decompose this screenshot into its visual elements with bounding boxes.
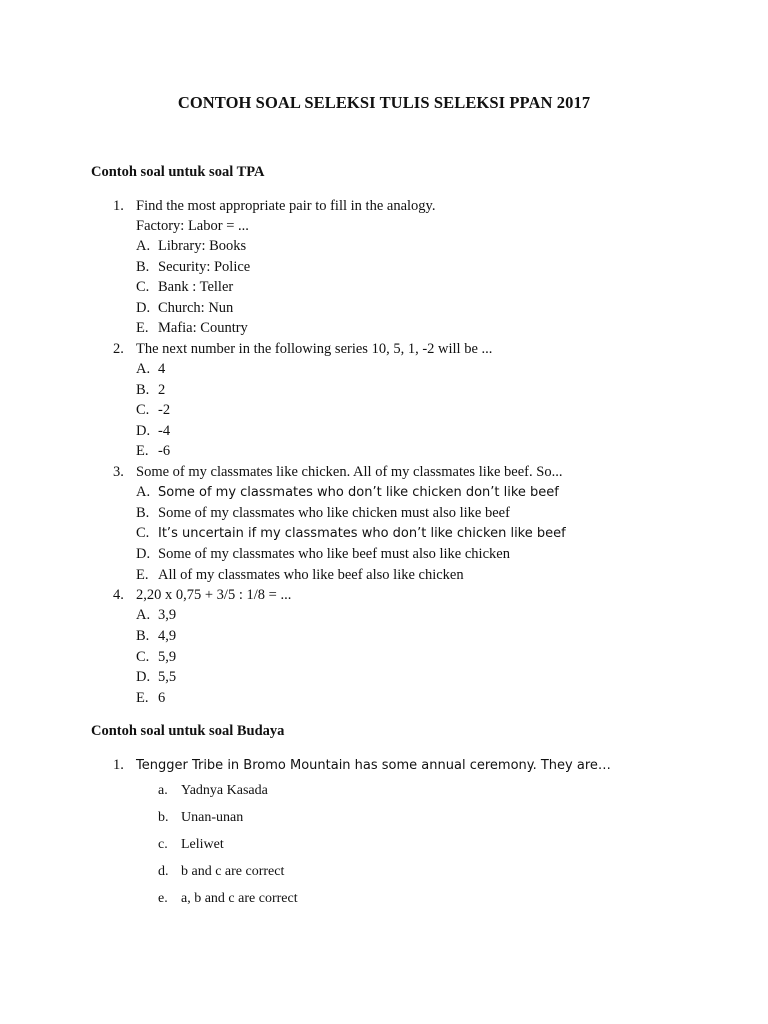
question-number: 1. <box>113 198 124 214</box>
tpa-section-heading: Contoh soal untuk soal TPA <box>91 164 265 180</box>
option-letter: B. <box>136 382 150 398</box>
option-text: 2 <box>158 382 166 398</box>
option-letter: A. <box>136 361 151 377</box>
option-letter: B. <box>136 259 150 275</box>
option-text: 6 <box>158 690 166 706</box>
option-text: Library: Books <box>158 238 247 254</box>
option-text: Security: Police <box>158 259 251 275</box>
option-letter: C. <box>136 402 150 418</box>
option-letter: C. <box>136 649 150 665</box>
document-title: CONTOH SOAL SELEKSI TULIS SELEKSI PPAN 2017 <box>177 93 591 112</box>
option-letter: E. <box>136 320 149 336</box>
option-letter: B. <box>136 505 150 521</box>
option-text: Some of my classmates who like beef must also like chicken <box>158 546 510 562</box>
question-text: 2,20 x 0,75 + 3/5 : 1/8 = ... <box>136 587 292 603</box>
option-text: Some of my classmates who don’t like chicken don’t like beef <box>158 485 559 500</box>
option-text: All of my classmates who like beef also like chicken <box>158 567 464 583</box>
option-text: Leliwet <box>181 837 224 852</box>
option-text: -6 <box>158 443 171 459</box>
option-text: 4 <box>158 361 166 377</box>
option-letter: A. <box>136 484 151 500</box>
option-letter: E. <box>136 567 149 583</box>
option-letter: B. <box>136 628 150 644</box>
option-letter: D. <box>136 669 151 685</box>
option-letter: A. <box>136 607 151 623</box>
option-letter: E. <box>136 443 149 459</box>
question-text: Find the most appropriate pair to fill in the analogy. <box>136 198 436 214</box>
option-letter: D. <box>136 546 151 562</box>
option-letter: d. <box>158 864 169 879</box>
option-text: 5,9 <box>158 649 177 665</box>
question-number: 2. <box>113 341 124 357</box>
option-letter: C. <box>136 525 150 541</box>
option-text: b and c are correct <box>181 864 285 879</box>
option-letter: b. <box>158 810 169 825</box>
option-text: -4 <box>158 423 171 439</box>
option-text: a, b and c are correct <box>181 891 298 906</box>
question-text: Some of my classmates like chicken. All of my classmates like beef. So... <box>136 464 563 480</box>
option-letter: E. <box>136 690 149 706</box>
option-text: -2 <box>158 402 171 418</box>
question-text: The next number in the following series 10, 5, 1, -2 will be ... <box>136 341 493 357</box>
option-letter: c. <box>158 837 168 852</box>
question-number: 1. <box>113 757 124 773</box>
question-text: Tengger Tribe in Bromo Mountain has some annual ceremony. They are… <box>136 758 611 773</box>
option-letter: A. <box>136 238 151 254</box>
question-number: 3. <box>113 464 124 480</box>
budaya-section-heading: Contoh soal untuk soal Budaya <box>91 723 285 739</box>
option-text: Church: Nun <box>158 300 234 316</box>
option-text: Unan-unan <box>181 810 244 825</box>
option-letter: C. <box>136 279 150 295</box>
option-letter: a. <box>158 783 168 798</box>
option-text: 5,5 <box>158 669 177 685</box>
question-subtext: Factory: Labor = ... <box>136 218 249 234</box>
option-text: Some of my classmates who like chicken must also like beef <box>158 505 510 521</box>
option-letter: D. <box>136 300 151 316</box>
option-text: Yadnya Kasada <box>181 783 268 798</box>
option-text: 3,9 <box>158 607 177 623</box>
option-text: It’s uncertain if my classmates who don’t like chicken like beef <box>158 526 566 541</box>
option-letter: D. <box>136 423 151 439</box>
option-text: Mafia: Country <box>158 320 248 336</box>
option-text: Bank : Teller <box>158 279 234 295</box>
option-text: 4,9 <box>158 628 177 644</box>
question-number: 4. <box>113 587 124 603</box>
option-letter: e. <box>158 891 168 906</box>
